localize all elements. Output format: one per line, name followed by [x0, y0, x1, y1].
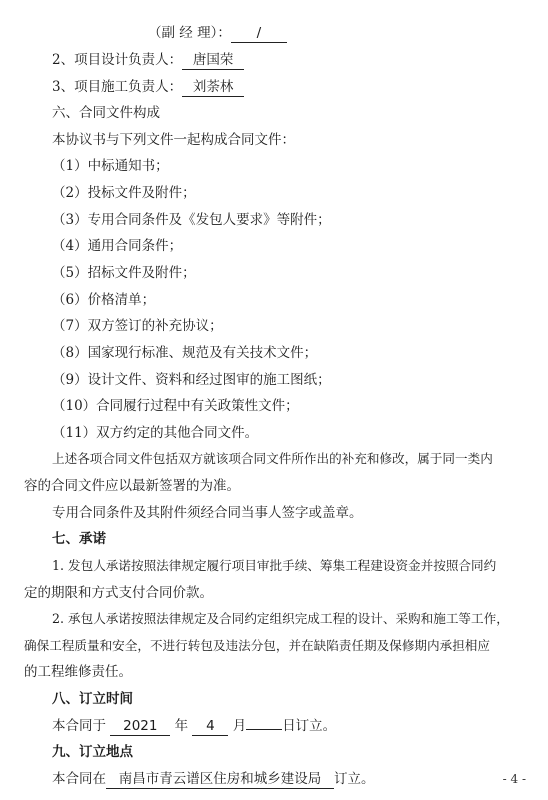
builder-value: 刘荼林 — [182, 79, 244, 97]
sign-month: 4 — [192, 718, 228, 736]
sec8-title: 八、订立时间 — [52, 691, 133, 707]
sec7-title: 七、承诺 — [52, 531, 106, 547]
list-item: （2）投标文件及附件； — [52, 185, 196, 201]
list-item: （6）价格清单； — [52, 292, 156, 308]
sign-date-line — [52, 717, 336, 736]
sec6-para1-line2: 容的合同文件应以最新签署的为准。 — [24, 478, 240, 494]
sec6-title: 六、合同文件构成 — [52, 105, 160, 121]
sec9-title: 九、订立地点 — [52, 744, 133, 760]
sec7-p2-line2: 确保工程质量和安全，不进行转包及违法分包，并在缺陷责任期及保修期内承担相应 — [24, 638, 490, 653]
list-item: （10）合同履行过程中有关政策性文件； — [52, 398, 299, 414]
sign-place-suffix: 订立。 — [334, 771, 375, 787]
page-number: - 4 - — [502, 772, 526, 786]
sign-month-unit: 月 — [232, 718, 247, 734]
list-item: （11）双方约定的其他合同文件。 — [52, 425, 259, 441]
sec6-para1-line1: 上述各项合同文件包括双方就该项合同文件所作出的补充和修改，属于同一类内 — [52, 451, 493, 466]
list-item: （3）专用合同条件及《发包人要求》等附件； — [52, 212, 331, 228]
designer-label: 2、项目设计负责人： — [52, 52, 183, 68]
deputy-manager-label: （副 经 理）： — [148, 25, 231, 41]
list-item: （1）中标通知书； — [52, 158, 169, 174]
builder-label: 3、项目施工负责人： — [52, 79, 183, 95]
sign-day — [246, 729, 282, 730]
sign-date-suffix: 日订立。 — [282, 718, 337, 734]
sec7-p1-line1: 1. 发包人承诺按照法律规定履行项目审批手续、筹集工程建设资金并按照合同约 — [52, 558, 497, 573]
list-item: （8）国家现行标准、规范及有关技术文件； — [52, 345, 318, 361]
deputy-manager-line — [148, 24, 287, 43]
designer-value: 唐国荣 — [182, 52, 244, 70]
sign-place-prefix: 本合同在 — [52, 771, 106, 787]
list-item: （4）通用合同条件； — [52, 238, 183, 254]
list-item: （7）双方签订的补充协议； — [52, 318, 223, 334]
sec6-intro: 本协议书与下列文件一起构成合同文件： — [52, 132, 295, 148]
sec7-p2-line3: 的工程维修责任。 — [24, 664, 132, 680]
sign-date-prefix: 本合同于 — [52, 718, 106, 734]
sign-year: 2021 — [110, 718, 170, 736]
list-item: （9）设计文件、资料和经过图审的施工图纸； — [52, 372, 331, 388]
sec7-p2-line1: 2. 承包人承诺按照法律规定及合同约定组织完成工程的设计、采购和施工等工作， — [52, 611, 509, 626]
sign-place: 南昌市青云谱区住房和城乡建设局 — [106, 771, 334, 789]
sign-year-unit: 年 — [174, 718, 189, 734]
builder-line — [52, 78, 244, 97]
list-item: （5）招标文件及附件； — [52, 265, 196, 281]
sec6-para2: 专用合同条件及其附件须经合同当事人签字或盖章。 — [52, 505, 363, 521]
deputy-manager-value: / — [231, 25, 287, 43]
sec7-p1-line2: 定的期限和方式支付合同价款。 — [24, 585, 213, 601]
sign-place-line — [52, 770, 375, 789]
designer-line — [52, 51, 244, 70]
